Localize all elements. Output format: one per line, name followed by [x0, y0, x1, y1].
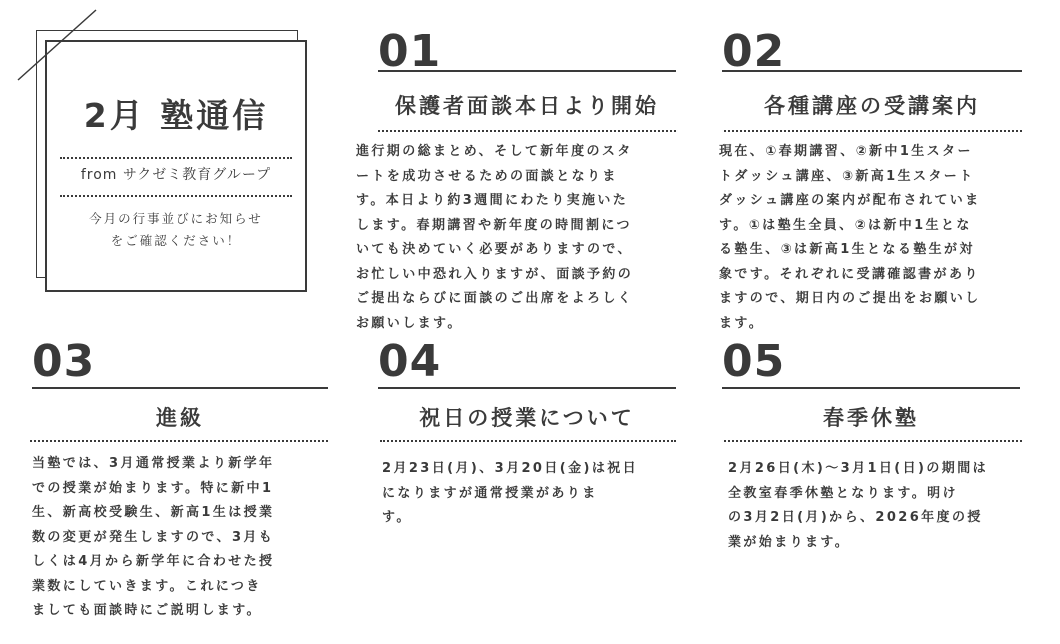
- section-body: 2月23日(月)、3月20日(金)は祝日 になりますが通常授業がありま す。: [382, 461, 639, 525]
- newsletter-description: 今月の行事並びにお知らせ をご確認ください！: [89, 211, 263, 248]
- section-heading: 保護者面談本日より開始: [395, 94, 659, 118]
- section-rule: [722, 387, 1020, 389]
- section-04: [378, 336, 678, 640]
- newsletter-title: 2月 塾通信: [83, 96, 269, 135]
- dotted-divider: [724, 130, 1022, 132]
- section-02: [719, 26, 1032, 350]
- section-heading: 各種講座の受講案内: [764, 94, 980, 118]
- section-05: [722, 336, 1032, 640]
- section-01: [356, 26, 678, 350]
- dotted-divider: [60, 157, 292, 159]
- dotted-divider: [380, 440, 676, 442]
- dotted-divider: [378, 130, 676, 132]
- section-03: [32, 336, 332, 640]
- section-body: 2月26日(木)～3月1日(日)の期間は 全教室春季休塾となります。明け の3月2日(月)から、2026年度の授 業が始まります。: [728, 461, 988, 550]
- section-body: 当塾では、3月通常授業より新学年 での授業が始まります。特に新中1 生、新高校受験生、新高1生は授業 数の変更が発生しますので、3月も しくは4月から新学年に合わせた授 業数にしていきます。これにつき ましても面談時にご説明します。: [32, 456, 275, 618]
- section-number: 04: [378, 336, 442, 387]
- dotted-divider: [724, 440, 1022, 442]
- section-rule: [32, 387, 328, 389]
- section-heading: 祝日の授業について: [419, 406, 635, 430]
- section-body: 進行期の総まとめ、そして新年度のスタ ートを成功させるための面談となりま す。本日より約3週間にわたり実施いた します。春期講習や新年度の時間割につ いても決めていく必要がありますので、 お忙しい中恐れ入りますが、面談予約の ご提出ならびに面談のご出席をよろしく お願いします。: [356, 144, 634, 331]
- section-heading: 進級: [156, 406, 204, 430]
- publisher-label: from サクゼミ教育グループ: [80, 167, 272, 183]
- section-number: 03: [32, 336, 96, 387]
- section-number: 02: [722, 26, 786, 77]
- section-body: 現在、①春期講習、②新中1生スター トダッシュ講座、③新高1生スタート ダッシュ講座の案内が配布されていま す。①は塾生全員、②は新中1生とな る塾生、③は新高1生となる塾生が対 象です。それぞれに受講確認書があり ますので、期日内のご提出をお願いし ます。: [719, 144, 981, 331]
- section-number: 05: [722, 336, 786, 387]
- section-rule: [378, 387, 676, 389]
- title-card: [0, 0, 320, 300]
- section-heading: 春季休塾: [823, 406, 919, 430]
- section-rule: [378, 70, 676, 72]
- diagonal-line-decoration: [0, 0, 120, 100]
- dotted-divider: [30, 440, 328, 442]
- section-rule: [722, 70, 1022, 72]
- section-number: 01: [378, 26, 442, 77]
- dotted-divider: [60, 195, 292, 197]
